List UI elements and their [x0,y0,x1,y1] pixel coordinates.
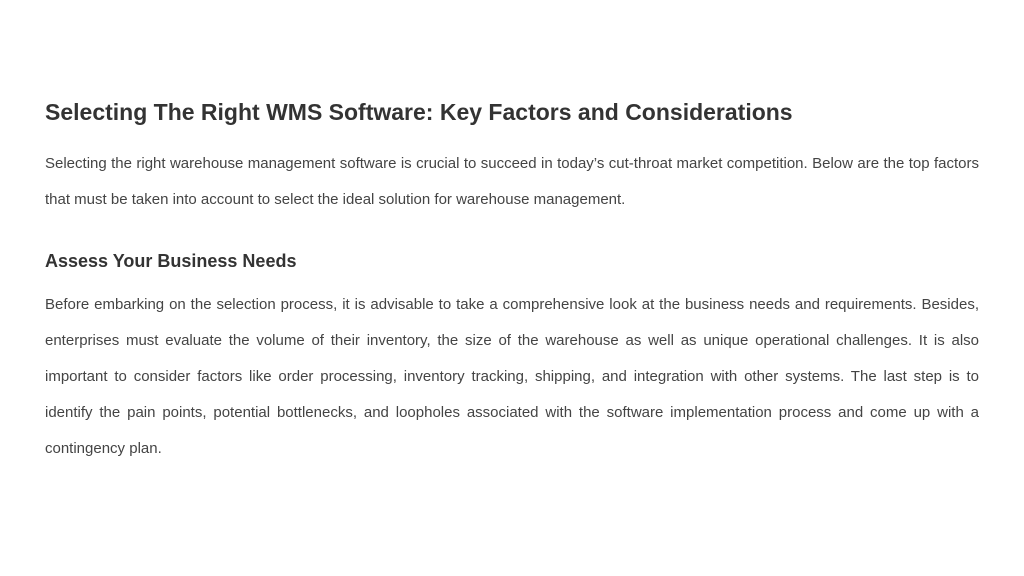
intro-paragraph: Selecting the right warehouse management software is crucial to succeed in today’s cut-throat market competition. Below are the top factors that must be taken into account to select the ideal solution for warehouse management. [45,155,979,208]
page-title: Selecting The Right WMS Software: Key Factors and Considerations [45,99,793,125]
section-heading-business-needs: Assess Your Business Needs [45,251,297,271]
section-body-business-needs: Before embarking on the selection process, it is advisable to take a comprehensive look at the business needs and requirements. Besides, enterprises must evaluate the volume of their inventory, the size of the warehouse as well as unique operational challenges. It is also important to consider factors like order processing, inventory tracking, shipping, and integration with other systems. The last step is to identify the pain points, potential bottlenecks, and loopholes associated with the software implementation process and come up with a contingency plan. [45,296,979,457]
document-page [45,96,979,467]
